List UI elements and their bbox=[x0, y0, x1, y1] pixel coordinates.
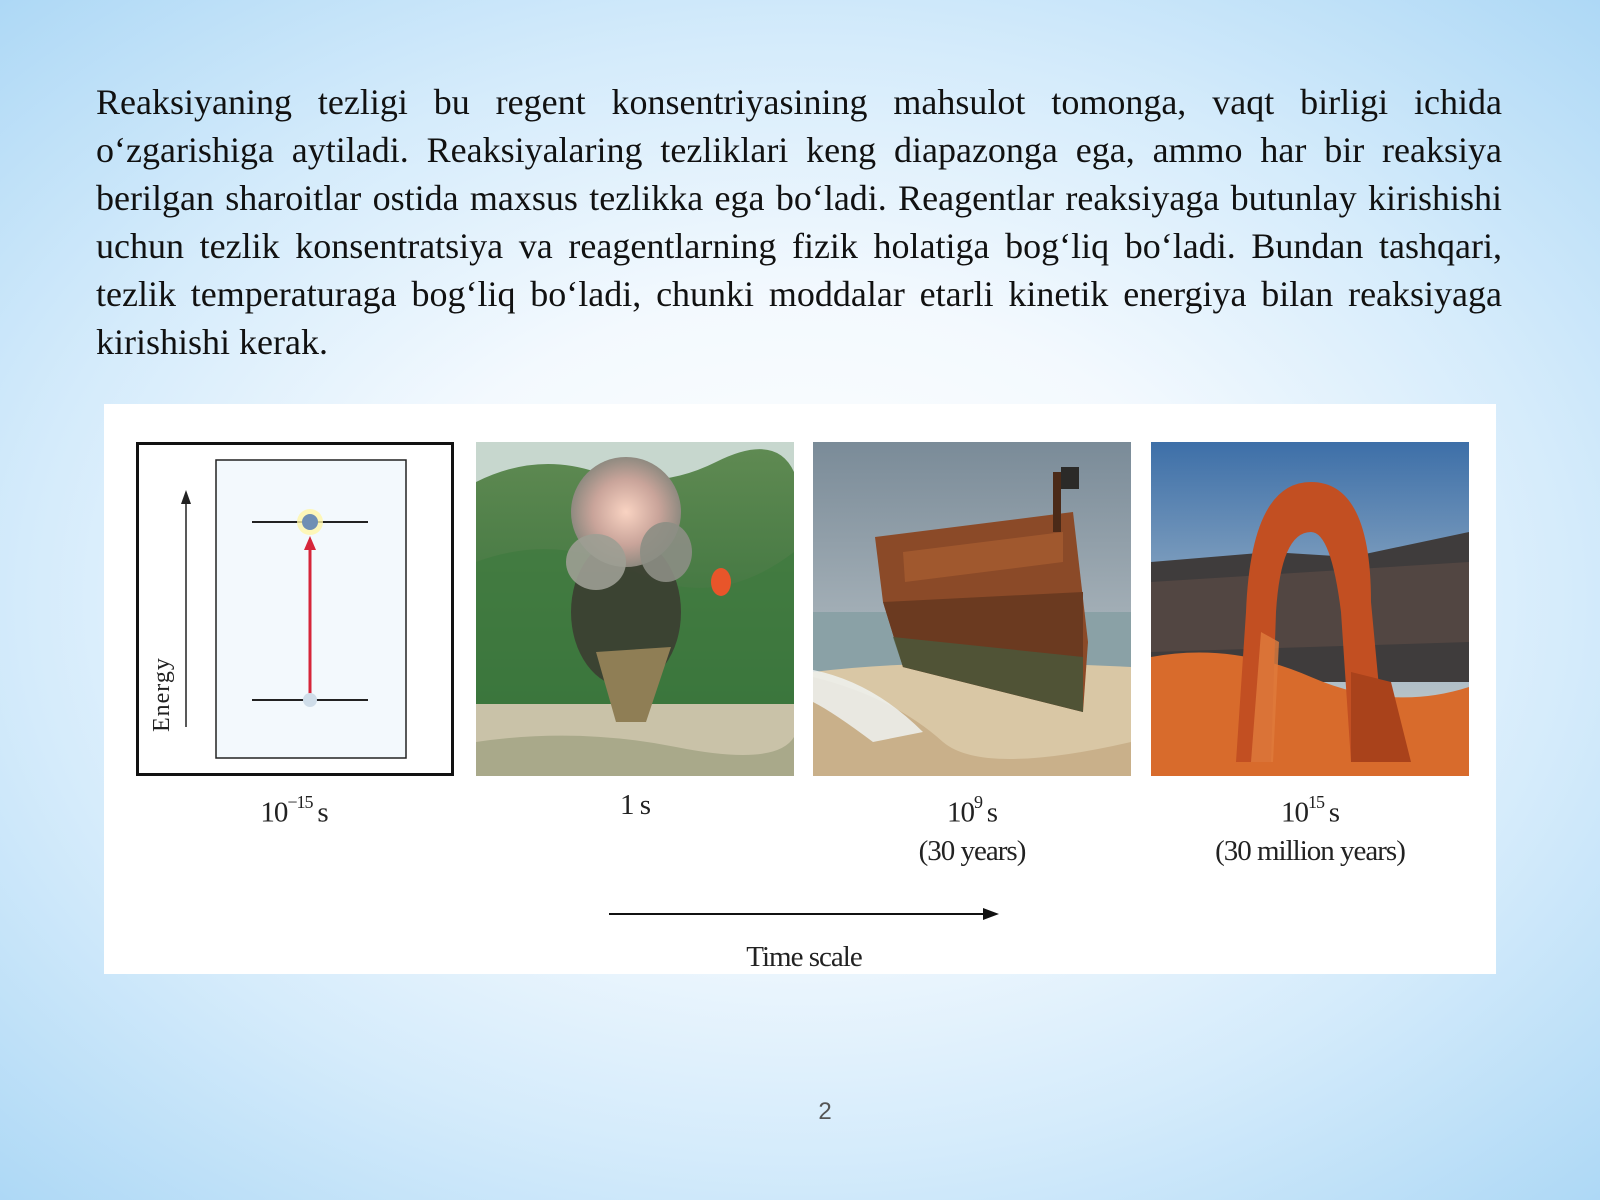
time-scale-figure bbox=[104, 404, 1496, 974]
page-number: 2 bbox=[818, 1098, 832, 1125]
energy-axis-label: Energy bbox=[149, 657, 175, 732]
ground-electron bbox=[303, 693, 317, 707]
body-paragraph: Reaksiyaning tezligi bu regent konsentriyasining mahsulot tomonga, vaqt birligi ichida o‘zgarishiga aytiladi. Reaksiyalaring tezliklari keng diapazonga ega, ammo har bir reaksiya berilgan sharoitlar ostida maxsus tezlikka ega bo‘ladi. Reagentlar reaksiyaga butunlay kirishishi uchun tezlik konsentratsiya va reagentlarning fizik holatiga bog‘liq bo‘ladi. Bundan tashqari, tezlik temperaturaga bog‘liq bo‘ladi, chunki moddalar etarli kinetik energiya bilan reaksiyaga kirishishi kerak. bbox=[96, 82, 1502, 362]
time-label-30-million-years: $10^{15}$ s (30 million years) bbox=[1215, 792, 1405, 867]
energy-diagram bbox=[136, 442, 454, 776]
shipwreck-photo bbox=[813, 442, 1131, 776]
excited-electron bbox=[302, 514, 318, 530]
time-label-femtosecond: $10^{-15}$ s bbox=[260, 792, 328, 829]
time-label-30-years: $10^9$ s (30 years) bbox=[918, 792, 1026, 867]
time-label-second: 1 s bbox=[619, 789, 651, 821]
explosion-photo bbox=[476, 442, 794, 776]
time-scale-label: Time scale bbox=[746, 941, 862, 973]
time-scale-arrow bbox=[609, 904, 999, 924]
rock-arch-photo bbox=[1151, 442, 1469, 776]
